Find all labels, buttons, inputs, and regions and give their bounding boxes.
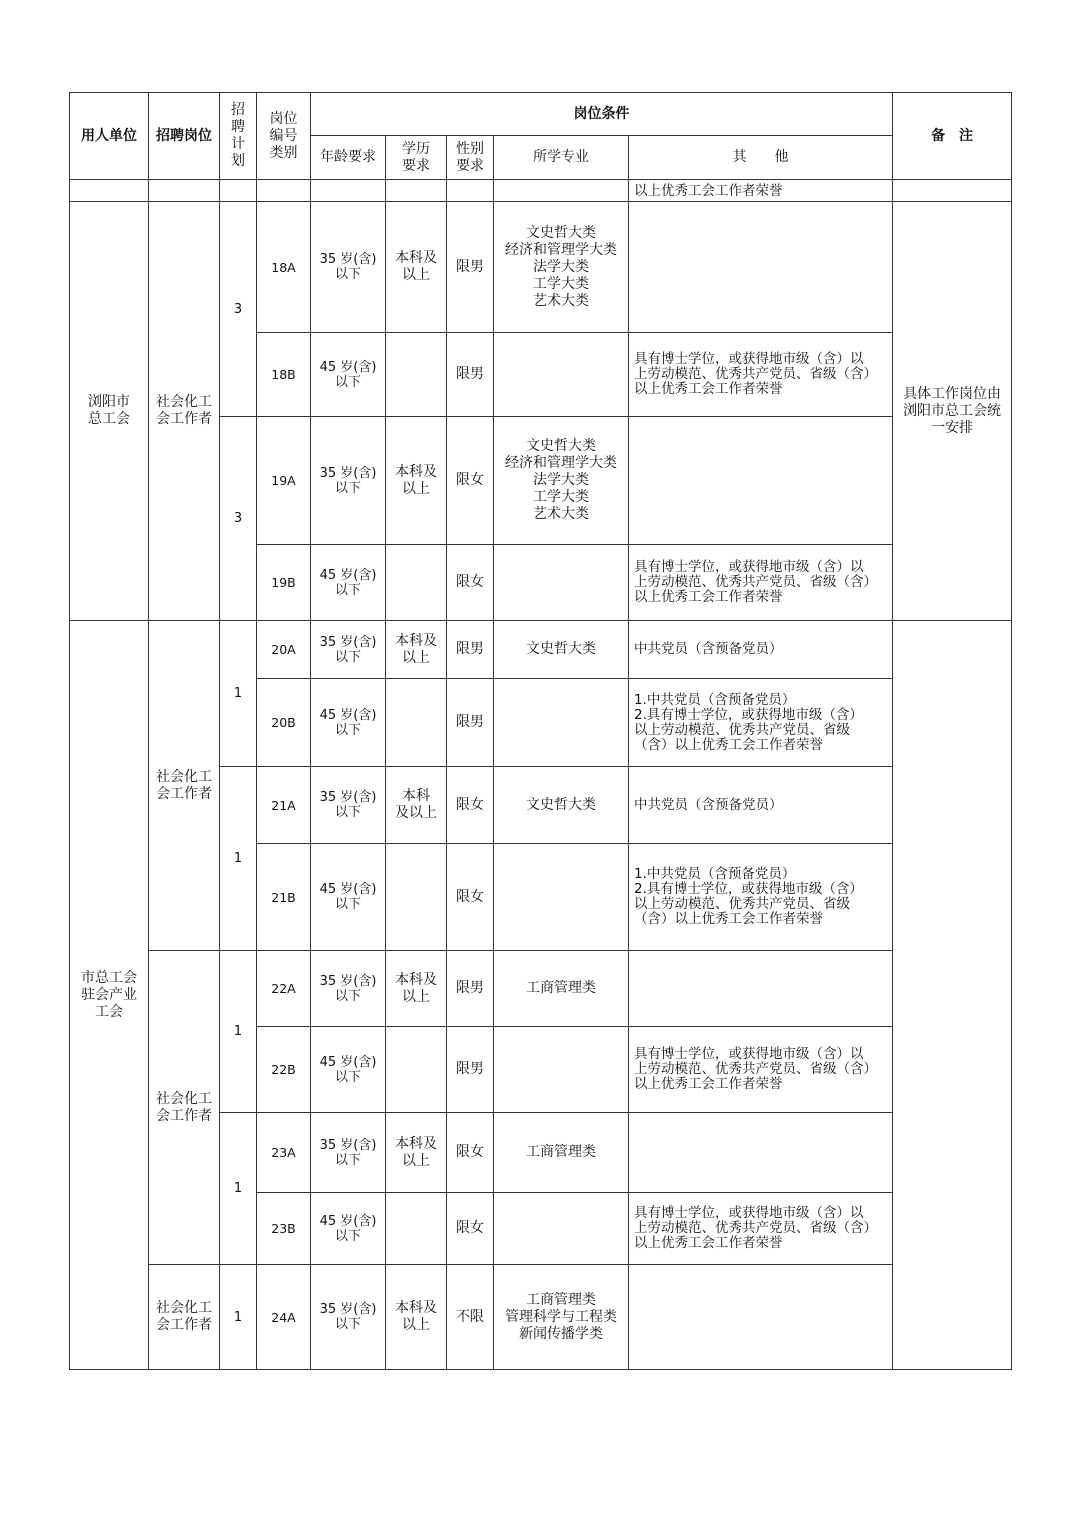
major-cell: 工商管理类	[494, 1113, 629, 1193]
table-row	[70, 621, 1012, 679]
education-cell	[386, 1193, 447, 1265]
age-cell: 45 岁(含) 以下	[311, 1193, 386, 1265]
age-cell: 45 岁(含) 以下	[311, 333, 386, 417]
education-cell: 本科 及以上	[386, 767, 447, 844]
gender-cell: 限男	[447, 951, 494, 1027]
header-position: 招聘岗位	[149, 93, 220, 180]
code-cell: 22A	[257, 951, 311, 1027]
age-cell: 35 岁(含) 以下	[311, 621, 386, 679]
major-cell	[494, 1027, 629, 1113]
unit-liuyang: 浏阳市 总工会	[70, 202, 149, 621]
other-cell: 中共党员（含预备党员）	[629, 767, 893, 844]
plan-cell: 1	[220, 951, 257, 1113]
code-cell: 20A	[257, 621, 311, 679]
education-cell: 本科及 以上	[386, 202, 447, 333]
code-cell: 23A	[257, 1113, 311, 1193]
major-cell: 文史哲大类	[494, 621, 629, 679]
education-cell: 本科及 以上	[386, 1113, 447, 1193]
header-gender: 性别 要求	[447, 136, 494, 180]
gender-cell: 限女	[447, 767, 494, 844]
header-education: 学历 要求	[386, 136, 447, 180]
gender-cell: 限男	[447, 679, 494, 767]
position-cell: 社会化工 会工作者	[149, 202, 220, 621]
plan-cell: 1	[220, 1113, 257, 1265]
age-cell: 35 岁(含) 以下	[311, 1113, 386, 1193]
code-cell: 21A	[257, 767, 311, 844]
age-cell: 35 岁(含) 以下	[311, 417, 386, 545]
gender-cell: 限男	[447, 1027, 494, 1113]
major-cell: 文史哲大类 经济和管理学大类 法学大类 工学大类 艺术大类	[494, 417, 629, 545]
education-cell	[386, 844, 447, 951]
education-cell	[386, 1027, 447, 1113]
other-cell: 具有博士学位，或获得地市级（含）以 上劳动模范、优秀共产党员、省级（含） 以上优秀工会工作者荣誉	[629, 545, 893, 621]
other-cell	[629, 417, 893, 545]
code-cell: 18B	[257, 333, 311, 417]
major-cell: 文史哲大类	[494, 767, 629, 844]
continuation-text: 以上优秀工会工作者荣誉	[629, 180, 893, 202]
code-cell: 24A	[257, 1265, 311, 1370]
recruitment-table	[69, 92, 1012, 1370]
table-row	[70, 951, 1012, 1027]
other-cell: 具有博士学位，或获得地市级（含）以 上劳动模范、优秀共产党员、省级（含） 以上优秀工会工作者荣誉	[629, 333, 893, 417]
header-plan: 招 聘 计 划	[220, 93, 257, 180]
gender-cell: 限男	[447, 621, 494, 679]
education-cell	[386, 333, 447, 417]
age-cell: 45 岁(含) 以下	[311, 844, 386, 951]
code-cell: 20B	[257, 679, 311, 767]
header-major: 所学专业	[494, 136, 629, 180]
other-cell: 1.中共党员（含预备党员） 2.具有博士学位，或获得地市级（含） 以上劳动模范、优秀共产党员、省级 （含）以上优秀工会工作者荣誉	[629, 679, 893, 767]
plan-cell: 3	[220, 202, 257, 417]
major-cell: 文史哲大类 经济和管理学大类 法学大类 工学大类 艺术大类	[494, 202, 629, 333]
age-cell: 45 岁(含) 以下	[311, 1027, 386, 1113]
header-other: 其 他	[629, 136, 893, 180]
header-age: 年龄要求	[311, 136, 386, 180]
major-cell	[494, 844, 629, 951]
code-cell: 18A	[257, 202, 311, 333]
unit-industry: 市总工会 驻会产业 工会	[70, 621, 149, 1370]
remark-liuyang: 具体工作岗位由 浏阳市总工会统 一安排	[893, 202, 1012, 621]
header-code: 岗位 编号 类别	[257, 93, 311, 180]
other-cell: 1.中共党员（含预备党员） 2.具有博士学位，或获得地市级（含） 以上劳动模范、优秀共产党员、省级 （含）以上优秀工会工作者荣誉	[629, 844, 893, 951]
age-cell: 45 岁(含) 以下	[311, 679, 386, 767]
gender-cell: 限男	[447, 333, 494, 417]
other-cell: 中共党员（含预备党员）	[629, 621, 893, 679]
code-cell: 22B	[257, 1027, 311, 1113]
age-cell: 35 岁(含) 以下	[311, 1265, 386, 1370]
header-conditions: 岗位条件	[311, 93, 893, 136]
age-cell: 45 岁(含) 以下	[311, 545, 386, 621]
gender-cell: 限女	[447, 844, 494, 951]
education-cell: 本科及 以上	[386, 621, 447, 679]
age-cell: 35 岁(含) 以下	[311, 767, 386, 844]
education-cell	[386, 679, 447, 767]
other-cell	[629, 951, 893, 1027]
major-cell	[494, 679, 629, 767]
other-cell: 具有博士学位，或获得地市级（含）以 上劳动模范、优秀共产党员、省级（含） 以上优秀工会工作者荣誉	[629, 1027, 893, 1113]
other-cell: 具有博士学位，或获得地市级（含）以 上劳动模范、优秀共产党员、省级（含） 以上优秀工会工作者荣誉	[629, 1193, 893, 1265]
position-cell: 社会化工 会工作者	[149, 951, 220, 1265]
plan-cell: 1	[220, 621, 257, 767]
header-remark: 备 注	[893, 93, 1012, 180]
education-cell: 本科及 以上	[386, 417, 447, 545]
table-row	[70, 1265, 1012, 1370]
other-cell	[629, 1113, 893, 1193]
major-cell	[494, 545, 629, 621]
header-unit: 用人单位	[70, 93, 149, 180]
gender-cell: 限女	[447, 1193, 494, 1265]
code-cell: 19A	[257, 417, 311, 545]
plan-cell: 3	[220, 417, 257, 621]
gender-cell: 限女	[447, 1113, 494, 1193]
other-cell	[629, 202, 893, 333]
position-cell: 社会化工 会工作者	[149, 621, 220, 951]
code-cell: 19B	[257, 545, 311, 621]
continuation-row	[70, 180, 1012, 202]
major-cell: 工商管理类	[494, 951, 629, 1027]
plan-cell: 1	[220, 767, 257, 951]
gender-cell: 限男	[447, 202, 494, 333]
age-cell: 35 岁(含) 以下	[311, 951, 386, 1027]
table-row	[70, 202, 1012, 333]
position-cell: 社会化工 会工作者	[149, 1265, 220, 1370]
other-cell	[629, 1265, 893, 1370]
plan-cell: 1	[220, 1265, 257, 1370]
major-cell	[494, 1193, 629, 1265]
major-cell: 工商管理类 管理科学与工程类 新闻传播学类	[494, 1265, 629, 1370]
education-cell: 本科及 以上	[386, 1265, 447, 1370]
gender-cell: 限女	[447, 417, 494, 545]
gender-cell: 不限	[447, 1265, 494, 1370]
remark-industry	[893, 621, 1012, 1370]
code-cell: 21B	[257, 844, 311, 951]
code-cell: 23B	[257, 1193, 311, 1265]
education-cell	[386, 545, 447, 621]
gender-cell: 限女	[447, 545, 494, 621]
education-cell: 本科及 以上	[386, 951, 447, 1027]
age-cell: 35 岁(含) 以下	[311, 202, 386, 333]
major-cell	[494, 333, 629, 417]
